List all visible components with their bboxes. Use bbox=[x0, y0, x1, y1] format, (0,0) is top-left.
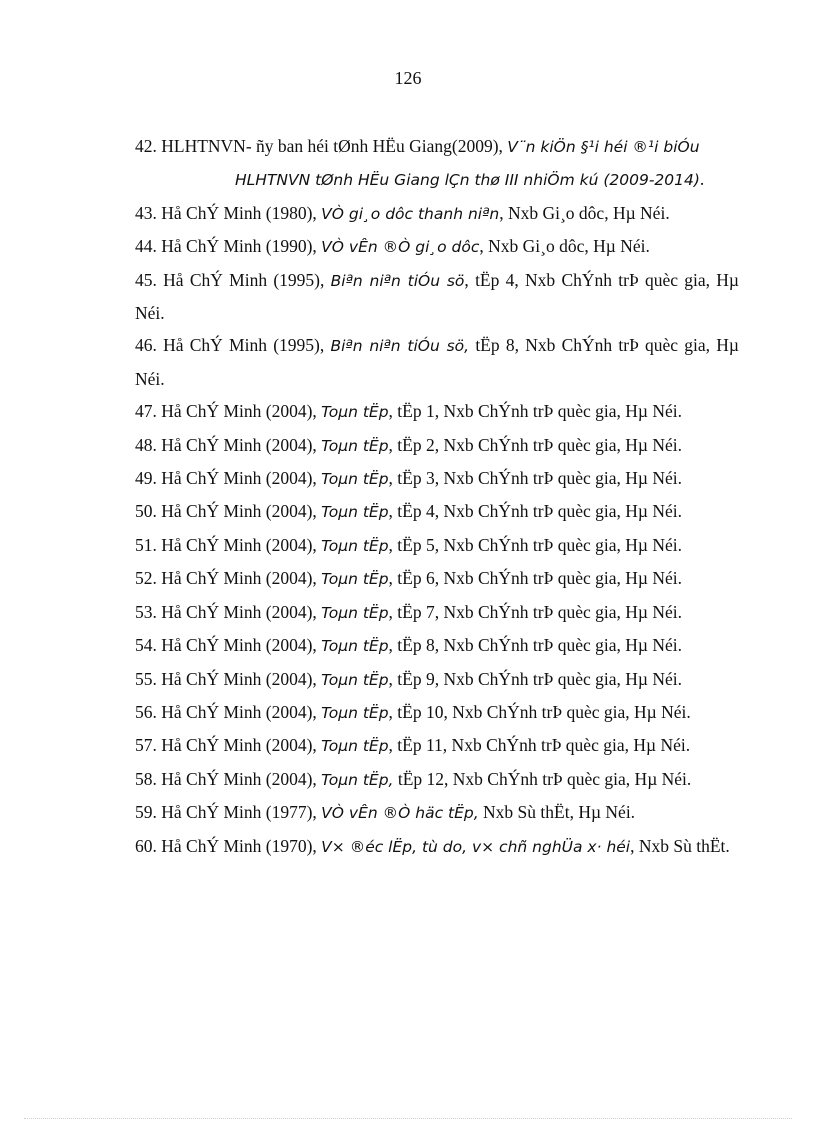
reference-item bbox=[135, 429, 739, 462]
reference-prefix: 45. Hå ChÝ Minh (1995), bbox=[135, 269, 331, 290]
reference-item bbox=[135, 696, 739, 729]
reference-title: Toµn tËp bbox=[321, 403, 389, 422]
reference-suffix: , tËp 7, Nxb ChÝnh trÞ quèc gia, Hµ Néi. bbox=[388, 601, 682, 622]
reference-prefix: 51. Hå ChÝ Minh (2004), bbox=[135, 534, 322, 555]
reference-item bbox=[135, 495, 739, 528]
reference-title: Toµn tËp bbox=[321, 603, 389, 622]
reference-suffix: , tËp 5, Nxb ChÝnh trÞ quèc gia, Hµ Néi. bbox=[388, 534, 682, 555]
reference-item bbox=[135, 629, 739, 662]
reference-title: Toµn tËp bbox=[321, 536, 389, 555]
reference-prefix: 60. Hå ChÝ Minh (1970), bbox=[135, 835, 322, 856]
reference-suffix: , tËp 10, Nxb ChÝnh trÞ quèc gia, Hµ Néi. bbox=[388, 701, 691, 722]
reference-title: Toµn tËp bbox=[321, 637, 389, 656]
reference-suffix: , tËp 6, Nxb ChÝnh trÞ quèc gia, Hµ Néi. bbox=[388, 568, 682, 589]
reference-suffix: , tËp 1, Nxb ChÝnh trÞ quèc gia, Hµ Néi. bbox=[388, 401, 682, 422]
reference-suffix: Nxb Sù thËt, Hµ Néi. bbox=[478, 802, 636, 823]
reference-item bbox=[135, 329, 739, 395]
reference-title: VÒ vÊn ®Ò gi¸o dôc bbox=[321, 238, 480, 257]
reference-title: V× ®éc lËp, tù do, v× chñ nghÜa x· héi bbox=[321, 837, 631, 856]
reference-title: Toµn tËp bbox=[321, 503, 389, 522]
reference-item bbox=[135, 130, 739, 197]
reference-suffix: , Nxb Gi¸o dôc, Hµ Néi. bbox=[499, 202, 670, 223]
reference-title: Biªn niªn tiÓu sö bbox=[330, 271, 465, 290]
reference-prefix: 43. Hå ChÝ Minh (1980), bbox=[135, 202, 322, 223]
reference-title-continued: HLHTNVN tØnh HËu Giang lÇn thø III nhiÖm kú (2009-2014) bbox=[235, 171, 700, 190]
reference-continuation bbox=[135, 163, 739, 196]
reference-prefix: 53. Hå ChÝ Minh (2004), bbox=[135, 601, 322, 622]
reference-item bbox=[135, 830, 739, 863]
reference-prefix: 44. Hå ChÝ Minh (1990), bbox=[135, 236, 322, 257]
page-bottom-divider bbox=[24, 1118, 792, 1119]
reference-item bbox=[135, 264, 739, 330]
reference-suffix: , tËp 9, Nxb ChÝnh trÞ quèc gia, Hµ Néi. bbox=[388, 668, 682, 689]
reference-prefix: 52. Hå ChÝ Minh (2004), bbox=[135, 568, 322, 589]
reference-title: Biªn niªn tiÓu sö, bbox=[330, 337, 470, 356]
reference-list bbox=[135, 130, 739, 863]
reference-prefix: 54. Hå ChÝ Minh (2004), bbox=[135, 635, 322, 656]
reference-item bbox=[135, 230, 739, 263]
reference-item bbox=[135, 663, 739, 696]
reference-suffix: tËp 12, Nxb ChÝnh trÞ quèc gia, Hµ Néi. bbox=[393, 768, 692, 789]
reference-prefix: 58. Hå ChÝ Minh (2004), bbox=[135, 768, 322, 789]
reference-item bbox=[135, 763, 739, 796]
reference-prefix: 49. Hå ChÝ Minh (2004), bbox=[135, 468, 322, 489]
reference-prefix: 47. Hå ChÝ Minh (2004), bbox=[135, 401, 322, 422]
reference-title: VÒ vÊn ®Ò häc tËp, bbox=[321, 804, 479, 823]
reference-suffix: , tËp 11, Nxb ChÝnh trÞ quèc gia, Hµ Néi. bbox=[388, 735, 691, 756]
reference-prefix: 57. Hå ChÝ Minh (2004), bbox=[135, 735, 322, 756]
reference-prefix: 42. HLHTNVN- ñy ban héi tØnh HËu Giang(2009), bbox=[135, 136, 508, 156]
reference-suffix: , tËp 4, Nxb ChÝnh trÞ quèc gia, Hµ Néi. bbox=[388, 501, 682, 522]
reference-suffix: , tËp 4, Nxb ChÝnh trÞ quèc gia, Hµ Néi. bbox=[135, 269, 740, 324]
reference-suffix: , tËp 8, Nxb ChÝnh trÞ quèc gia, Hµ Néi. bbox=[388, 635, 682, 656]
reference-item bbox=[135, 462, 739, 495]
reference-item bbox=[135, 395, 739, 428]
reference-item bbox=[135, 796, 739, 829]
reference-title: VÒ gi¸o dôc thanh niªn bbox=[321, 204, 500, 223]
reference-suffix: tËp 8, Nxb ChÝnh trÞ quèc gia, Hµ Néi. bbox=[135, 335, 740, 389]
reference-suffix: , tËp 2, Nxb ChÝnh trÞ quèc gia, Hµ Néi. bbox=[388, 434, 682, 455]
reference-item bbox=[135, 197, 739, 230]
reference-item bbox=[135, 562, 739, 595]
reference-item bbox=[135, 729, 739, 762]
reference-title: Toµn tËp bbox=[321, 470, 389, 489]
reference-prefix: 50. Hå ChÝ Minh (2004), bbox=[135, 501, 322, 522]
reference-prefix: 59. Hå ChÝ Minh (1977), bbox=[135, 802, 322, 823]
reference-title: Toµn tËp bbox=[321, 737, 389, 756]
reference-title: Toµn tËp bbox=[321, 670, 389, 689]
reference-prefix: 48. Hå ChÝ Minh (2004), bbox=[135, 434, 322, 455]
reference-title: V¨n kiÖn §¹i héi ®¹i biÓu bbox=[507, 138, 700, 156]
reference-title: Toµn tËp, bbox=[321, 770, 394, 789]
reference-item bbox=[135, 596, 739, 629]
reference-prefix: 56. Hå ChÝ Minh (2004), bbox=[135, 701, 322, 722]
page-number: 126 bbox=[394, 68, 422, 88]
reference-suffix: , tËp 3, Nxb ChÝnh trÞ quèc gia, Hµ Néi. bbox=[388, 468, 682, 489]
reference-title: Toµn tËp bbox=[321, 570, 389, 589]
reference-title: Toµn tËp bbox=[321, 436, 389, 455]
reference-prefix: 46. Hå ChÝ Minh (1995), bbox=[135, 335, 331, 356]
reference-prefix: 55. Hå ChÝ Minh (2004), bbox=[135, 668, 322, 689]
reference-item bbox=[135, 529, 739, 562]
reference-suffix: . bbox=[699, 169, 705, 190]
reference-suffix: , Nxb Sù thËt. bbox=[630, 835, 730, 856]
reference-suffix: , Nxb Gi¸o dôc, Hµ Néi. bbox=[479, 236, 650, 257]
reference-title: Toµn tËp bbox=[321, 703, 389, 722]
